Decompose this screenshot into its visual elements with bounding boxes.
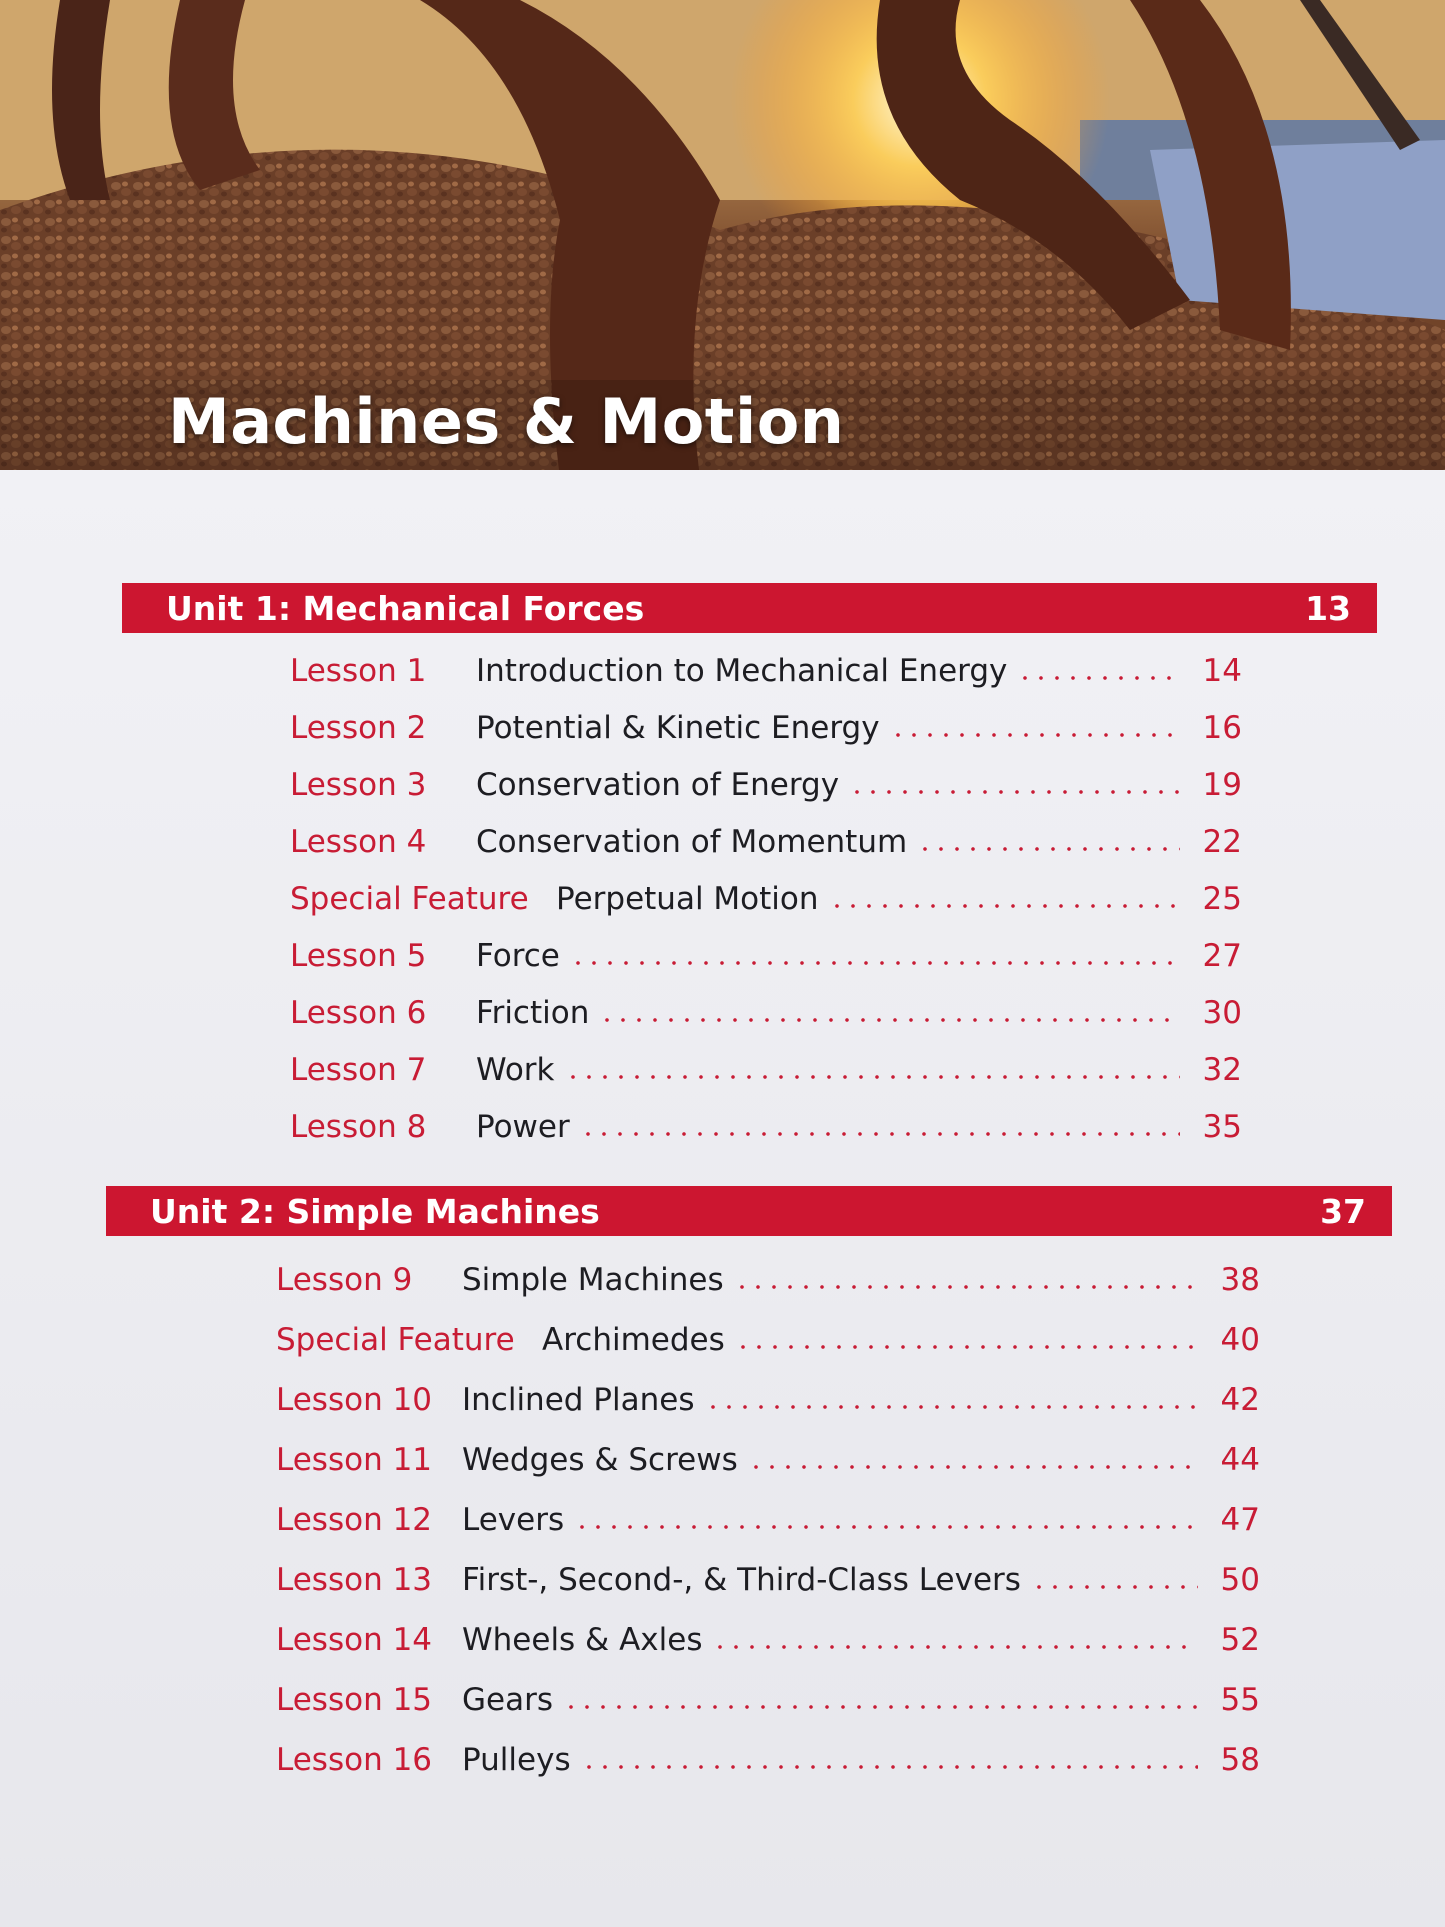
lesson-label: Lesson 1 [290,653,427,689]
entry-title: Power [476,1109,570,1145]
entry-title: Introduction to Mechanical Energy [476,653,1008,689]
special-feature-label: Special Feature [276,1322,515,1358]
toc-entry [290,1047,1242,1093]
entry-title: Levers [462,1502,565,1538]
dot-leader [570,961,1180,965]
toc-entry [276,1377,1260,1423]
entry-title: First-, Second-, & Third-Class Levers [462,1562,1021,1598]
entry-title: Perpetual Motion [556,881,819,917]
toc-entry [276,1497,1260,1543]
unit-header [106,1186,1392,1236]
dot-leader [712,1645,1198,1649]
lesson-label: Lesson 8 [290,1109,427,1145]
dot-leader [829,904,1180,908]
dot-leader [563,1705,1198,1709]
lesson-label: Lesson 15 [276,1682,433,1718]
entry-title: Conservation of Momentum [476,824,908,860]
dot-leader [565,1075,1181,1079]
lesson-label: Lesson 2 [290,710,427,746]
toc-entry [276,1257,1260,1303]
entry-page-number: 14 [1202,653,1242,689]
entry-page-number: 50 [1220,1562,1260,1598]
chapter-title: Machines & Motion [168,385,845,458]
entry-title: Pulleys [462,1742,571,1778]
entry-title: Archimedes [542,1322,725,1358]
toc-entry [276,1617,1260,1663]
dot-leader [917,847,1180,851]
dot-leader [748,1465,1198,1469]
hero-image [0,0,1445,478]
entry-title: Force [476,938,560,974]
entry-page-number: 40 [1220,1322,1260,1358]
lesson-label: Lesson 3 [290,767,427,803]
entry-page-number: 27 [1202,938,1242,974]
dot-leader [890,733,1180,737]
entry-title: Wheels & Axles [462,1622,703,1658]
lesson-label: Lesson 14 [276,1622,433,1658]
entry-page-number: 58 [1220,1742,1260,1778]
entry-page-number: 44 [1220,1442,1260,1478]
entry-title: Wedges & Screws [462,1442,738,1478]
dot-leader [1031,1585,1198,1589]
toc-entry [290,762,1242,808]
entry-title: Conservation of Energy [476,767,840,803]
dot-leader [734,1285,1198,1289]
entry-title: Potential & Kinetic Energy [476,710,880,746]
entry-page-number: 16 [1202,710,1242,746]
dot-leader [580,1132,1180,1136]
entry-page-number: 19 [1202,767,1242,803]
toc-entry [290,876,1242,922]
entry-page-number: 35 [1202,1109,1242,1145]
toc-entry [276,1737,1260,1783]
entry-page-number: 30 [1202,995,1242,1031]
entry-page-number: 47 [1220,1502,1260,1538]
entry-page-number: 38 [1220,1262,1260,1298]
lesson-label: Lesson 10 [276,1382,433,1418]
toc-entry [290,990,1242,1036]
unit-title: Unit 2: Simple Machines [150,1191,600,1231]
toc-entry [290,819,1242,865]
toc-entry [290,705,1242,751]
entry-title: Gears [462,1682,553,1718]
toc-entry [290,933,1242,979]
unit-title: Unit 1: Mechanical Forces [166,588,645,628]
entry-page-number: 32 [1202,1052,1242,1088]
entry-page-number: 42 [1220,1382,1260,1418]
entry-title: Work [476,1052,555,1088]
lesson-label: Lesson 12 [276,1502,433,1538]
lesson-label: Lesson 13 [276,1562,433,1598]
lesson-label: Lesson 7 [290,1052,427,1088]
dot-leader [574,1525,1198,1529]
dot-leader [849,790,1180,794]
lesson-label: Lesson 4 [290,824,427,860]
lesson-label: Lesson 11 [276,1442,433,1478]
entry-page-number: 25 [1202,881,1242,917]
toc-entry [290,1104,1242,1150]
entry-page-number: 55 [1220,1682,1260,1718]
lesson-label: Lesson 16 [276,1742,433,1778]
lesson-label: Lesson 6 [290,995,427,1031]
unit-page-number: 37 [1320,1191,1366,1231]
lesson-label: Lesson 5 [290,938,427,974]
entry-title: Simple Machines [462,1262,724,1298]
toc-entry [290,648,1242,694]
unit-page-number: 13 [1305,588,1351,628]
toc-entry [276,1557,1260,1603]
toc-entry [276,1677,1260,1723]
special-feature-label: Special Feature [290,881,529,917]
dot-leader [705,1405,1199,1409]
lesson-label: Lesson 9 [276,1262,413,1298]
entry-page-number: 22 [1202,824,1242,860]
dot-leader [599,1018,1180,1022]
entry-title: Inclined Planes [462,1382,695,1418]
dot-leader [581,1765,1198,1769]
dot-leader [735,1345,1198,1349]
dot-leader [1017,676,1180,680]
toc-entry [276,1437,1260,1483]
toc-entry [276,1317,1260,1363]
unit-header [122,583,1377,633]
entry-page-number: 52 [1220,1622,1260,1658]
entry-title: Friction [476,995,590,1031]
